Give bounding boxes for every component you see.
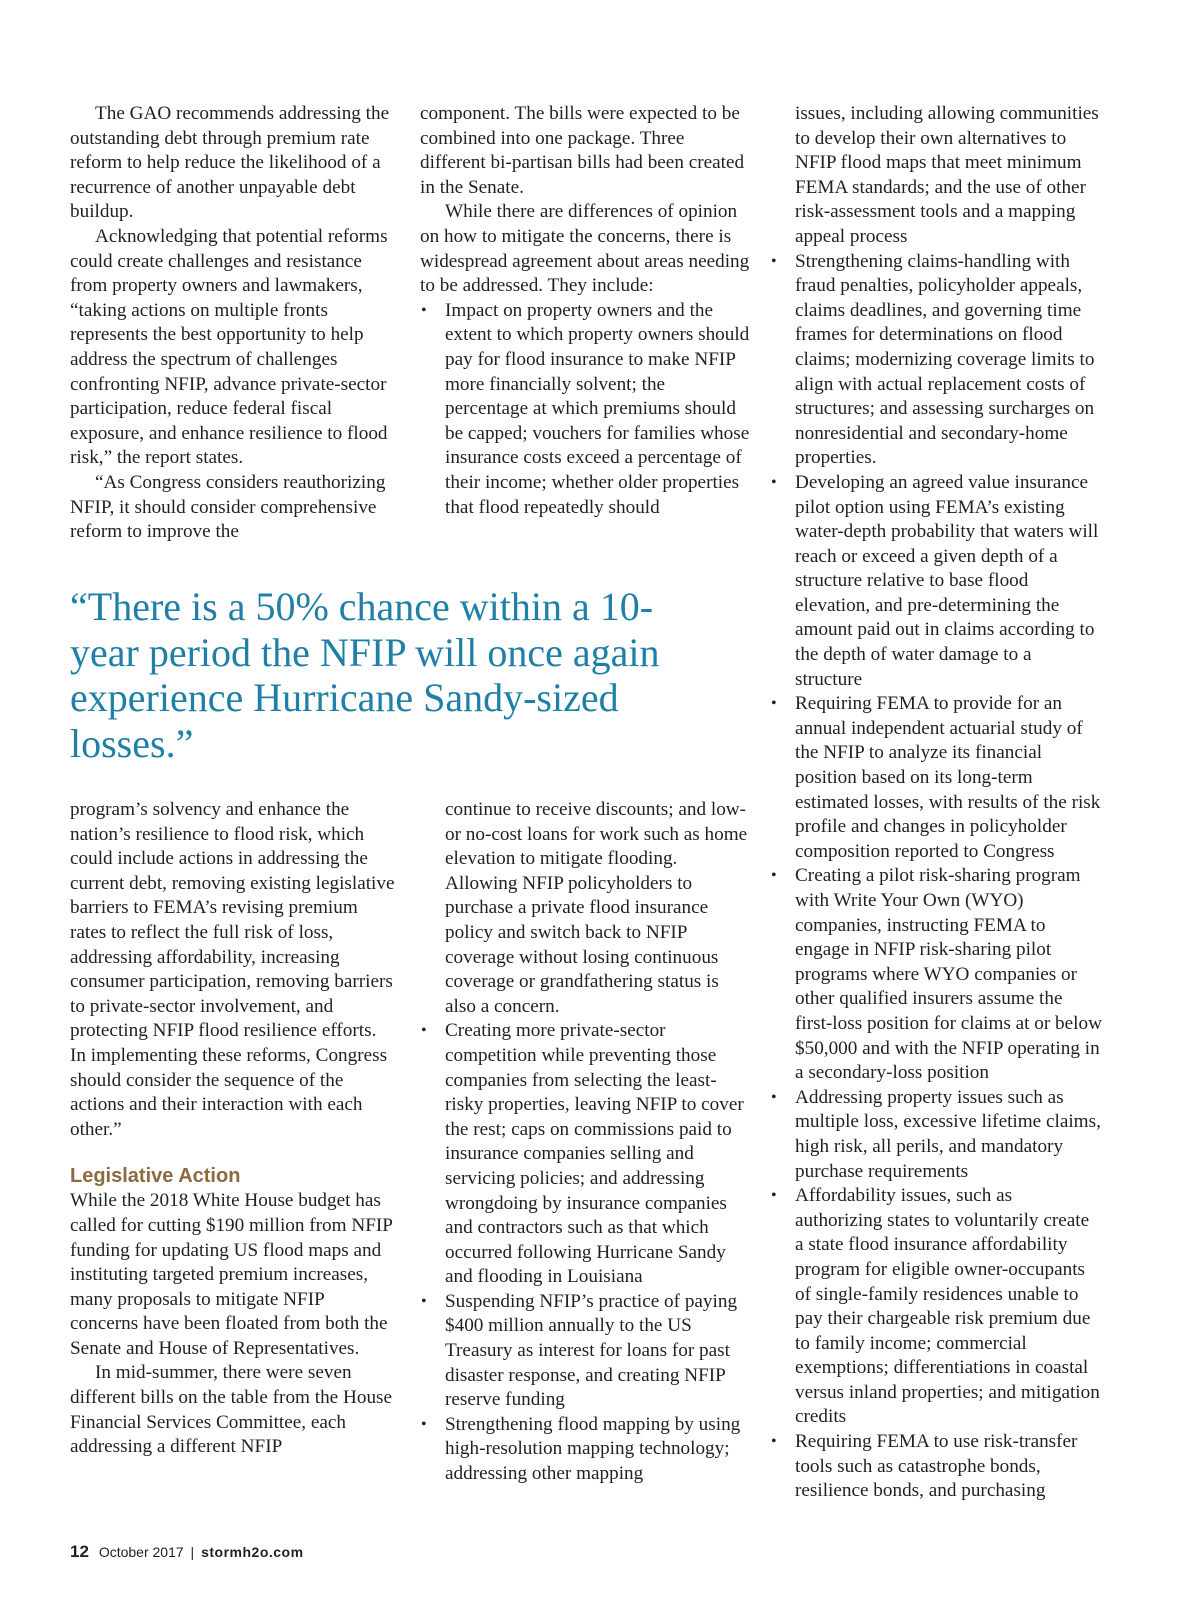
paragraph: continue to receive discounts; and low- or no-cost loans for work such as home elevation to mitigate flooding. Allowing NFIP policyholders to purchase a private flood insurance policy and switch back to NFIP coverage without losing continuous coverage or grandfathering status is also a concern. [445,799,748,1017]
list-item: • Creating more private-sector competition while preventing those companies from selecting the least-risky properties, leaving NFIP to cover the rest; caps on commissions paid to insurance companies selling and servicing policies; and addressing wrongdoing by insurance companies and contractors such as that which occurred following Hurricane Sandy and flooding in Louisiana [420,1019,750,1290]
page-footer [70,1542,304,1562]
paragraph: component. The bills were expected to be combined into one package. Three different bi-partisan bills had been created in the Senate. [420,103,745,198]
footer-separator: | [190,1544,195,1560]
paragraph: “As Congress considers reauthorizing NFIP, it should consider comprehensive reform to improve the [70,471,386,543]
pull-quote: “There is a 50% chance within a 10-year period the NFIP will once again experience Hurricane Sandy-sized losses.” [70,584,660,766]
column-1-top [70,102,396,545]
paragraph: In mid-summer, there were seven different bills on the table from the House Financial Services Committee, each addressing a different NFIP [70,1362,393,1458]
paragraph: While the 2018 White House budget has called for cutting $190 million from NFIP funding for updating US flood maps and instituting targeted premium increases, many proposals to mitigate NFIP concerns have been floated from both the Senate and House of Representatives. [70,1190,393,1359]
bullet-list [420,299,750,520]
paragraph: Acknowledging that potential reforms could create challenges and resistance from property owners and lawmakers, “taking actions on multiple fronts represents the best opportunity to help address the spectrum of challenges confronting NFIP, advance private-sector participation, reduce federal fiscal exposure, and enhance resilience to flood risk,” the report states. [70,225,388,469]
paragraph: program’s solvency and enhance the nation’s resilience to flood risk, which could include actions in addressing the current debt, removing existing legislative barriers to FEMA’s revising premium rates to reflect the full risk of loss, addressing affordability, increasing consumer participation, removing barriers to private-sector involvement, and protecting NFIP flood resilience efforts. In implementing these reforms, Congress should consider the sequence of the actions and their interaction with each other.” [70,799,395,1140]
list-item: • Requiring FEMA to use risk-transfer tools such as catastrophe bonds, resilience bonds, and purchasing [770,1430,1102,1504]
list-item: • Developing an agreed value insurance pilot option using FEMA’s existing water-depth probability that waters will reach or exceed a given depth of a structure relative to base flood elevation, and pre-determining the amount paid out in claims according to the depth of water damage to a structure [770,471,1102,692]
bullet-list [420,1019,750,1486]
list-item: • Creating a pilot risk-sharing program with Write Your Own (WYO) companies, instructing FEMA to engage in NFIP risk-sharing pilot programs where WYO companies or other qualified insurers assume the first-loss position for claims at or below $50,000 and with the NFIP operating in a secondary-loss position [770,864,1102,1085]
list-item: • Suspending NFIP’s practice of paying $400 million annually to the US Treasury as interest for loans for past disaster response, and creating NFIP reserve funding [420,1290,750,1413]
page-number: 12 [70,1542,89,1561]
paragraph: The GAO recommends addressing the outstanding debt through premium rate reform to help reduce the likelihood of a recurrence of another unpayable debt buildup. [70,103,390,223]
list-item: • Impact on property owners and the extent to which property owners should pay for flood insurance to make NFIP more financially solvent; the percentage at which premiums should be capped; vouchers for families whose insurance costs exceed a percentage of their income; whether older properties that flood repeatedly should [420,299,750,520]
column-1-bottom [70,798,396,1460]
list-item: • Addressing property issues such as multiple loss, excessive lifetime claims, high risk, all perils, and mandatory purchase requirements [770,1086,1102,1184]
column-3 [770,102,1102,1504]
list-item: • Strengthening flood mapping by using high-resolution mapping technology; addressing other mapping [420,1413,750,1487]
paragraph: issues, including allowing communities to develop their own alternatives to NFIP flood maps that meet minimum FEMA standards; and the use of other risk-assessment tools and a mapping appeal process [795,103,1099,247]
list-item: • Strengthening claims-handling with fraud penalties, policyholder appeals, claims deadlines, and governing time frames for determinations on flood claims; modernizing coverage limits to align with actual replacement costs of structures; and assessing surcharges on nonresidential and secondary-home properties. [770,250,1102,471]
list-item: • Affordability issues, such as authorizing states to voluntarily create a state flood insurance affordability program for eligible owner-occupants of single-family residences unable to pay their chargeable risk premium due to family income; commercial exemptions; differentiations in coastal versus inland properties; and mitigation credits [770,1184,1102,1430]
website-link[interactable]: stormh2o.com [201,1544,304,1560]
paragraph: While there are differences of opinion on how to mitigate the concerns, there is widespread agreement about areas needing to be addressed. They include: [420,201,750,297]
section-heading: Legislative Action [70,1165,241,1188]
bullet-list [770,250,1102,1504]
column-2-top [420,102,750,520]
list-item: • Requiring FEMA to provide for an annual independent actuarial study of the NFIP to analyze its financial position based on its long-term estimated losses, with results of the risk profile and changes in policyholder composition reported to Congress [770,692,1102,864]
issue-date: October 2017 [98,1544,184,1560]
column-2-bottom [420,798,750,1487]
